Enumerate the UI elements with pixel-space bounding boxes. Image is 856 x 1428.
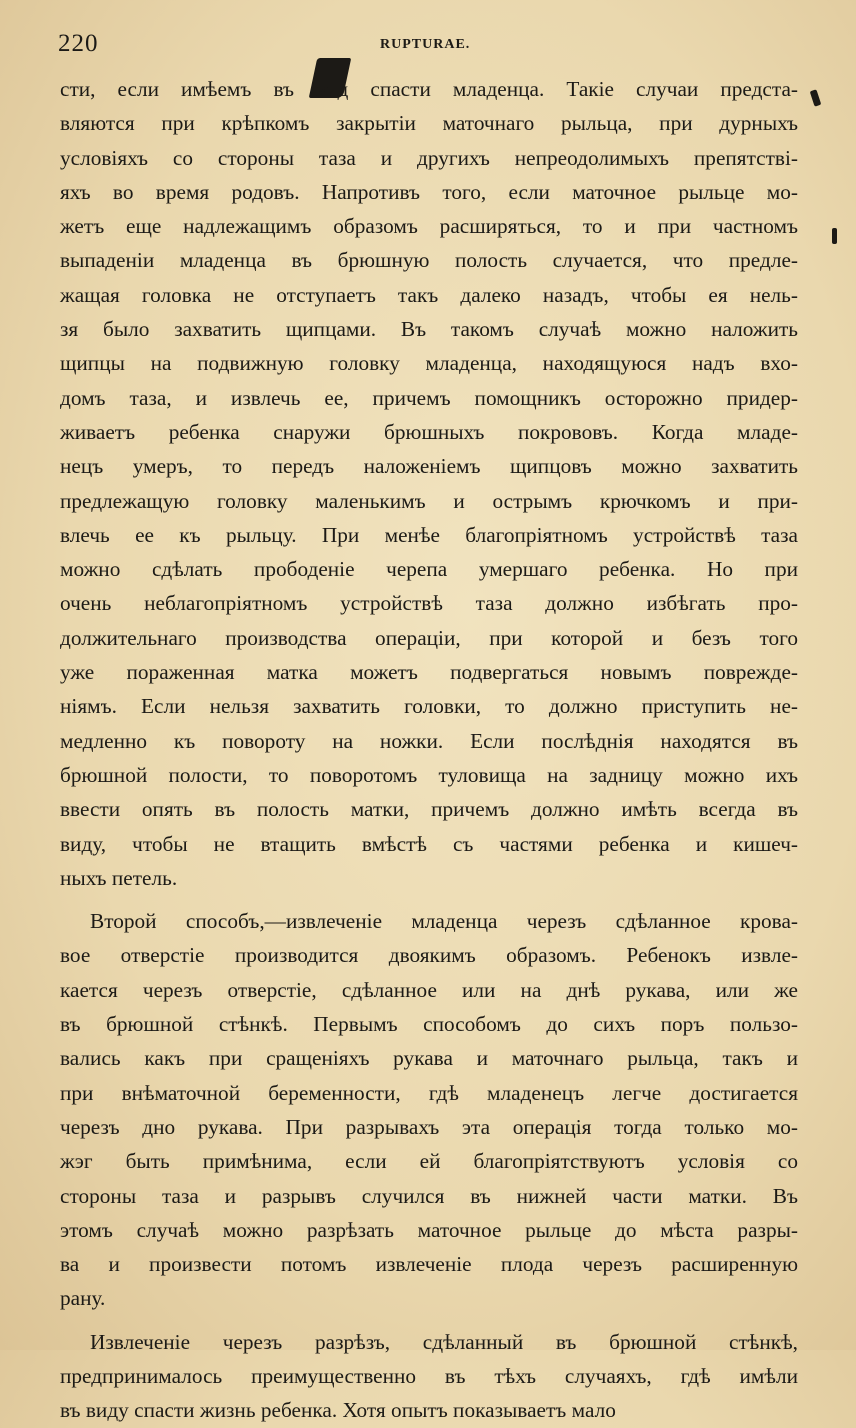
- text-line: медленно къ повороту на ножки. Если послѣднія находятся въ: [60, 728, 798, 753]
- text-line: жащая головка не отступаетъ такъ далеко назадъ, чтобы ея нель-: [60, 282, 798, 307]
- text-line: должительнаго производства операціи, при которой и безъ того: [60, 625, 798, 650]
- text-line: предпринималось преимущественно въ тѣхъ случаяхъ, гдѣ имѣли: [60, 1363, 798, 1388]
- text-line: этомъ случаѣ можно разрѣзать маточное рыльце до мѣста разры-: [60, 1217, 798, 1242]
- body-text: [60, 72, 798, 1428]
- text-line: брюшной полости, то поворотомъ туловища на задницу можно ихъ: [60, 762, 798, 787]
- text-line: кается черезъ отверстіе, сдѣланное или на днѣ рукава, или же: [60, 977, 798, 1002]
- text-line: черезъ дно рукава. При разрывахъ эта операція тогда только мо-: [60, 1114, 798, 1139]
- text-line: живаетъ ребенка снаружи брюшныхъ покрововъ. Когда младе-: [60, 419, 798, 444]
- paragraph: [60, 1325, 798, 1428]
- text-line: домъ таза, и извлечь ее, причемъ помощникъ осторожно придер-: [60, 385, 798, 410]
- text-line: стороны таза и разрывъ случился въ нижней части матки. Въ: [60, 1183, 798, 1208]
- text-line: жэг быть примѣнима, если ей благопріятствуютъ условія со: [60, 1149, 798, 1174]
- text-line: влечь ее къ рыльцу. При менѣе благопріятномъ устройствѣ таза: [60, 522, 798, 547]
- text-line: виду, чтобы не втащить вмѣстѣ съ частями ребенка и кишеч-: [60, 831, 798, 856]
- text-line: очень неблагопріятномъ устройствѣ таза должно избѣгать про-: [60, 591, 798, 616]
- text-line: жетъ еще надлежащимъ образомъ расширяться, то и при частномъ: [60, 214, 798, 239]
- text-line: въ брюшной стѣнкѣ. Первымъ способомъ до сихъ поръ пользо-: [60, 1012, 798, 1037]
- page-header: [58, 30, 818, 60]
- paragraph: [60, 904, 798, 1316]
- text-line: ныхъ петель.: [60, 865, 178, 890]
- running-head: RUPTURAE.: [380, 37, 471, 52]
- text-line: щипцы на подвижную головку младенца, находящуюся надъ вхо-: [60, 351, 798, 376]
- text-line: ввести опять въ полость матки, причемъ должно имѣть всегда въ: [60, 797, 798, 822]
- page-number: 220: [58, 30, 99, 57]
- paragraph-gap: [60, 1316, 798, 1325]
- text-line: сти, если имѣемъ въ вид спасти младенца. Такіе случаи предста-: [60, 77, 798, 101]
- text-line: предлежащую головку маленькимъ и острымъ крючкомъ и при-: [60, 488, 798, 513]
- text-line: въ виду спасти жизнь ребенка. Хотя опытъ показываетъ мало: [60, 1398, 616, 1423]
- text-line: выпаденіи младенца въ брюшную полость случается, что предле-: [60, 248, 798, 273]
- text-line: яхъ во время родовъ. Напротивъ того, если маточное рыльце мо-: [60, 179, 798, 204]
- text-line: можно сдѣлать прободеніе черепа умершаго ребенка. Но при: [60, 557, 798, 582]
- text-line: Извлеченіе черезъ разрѣзъ, сдѣланный въ брюшной стѣнкѣ,: [90, 1329, 798, 1354]
- text-line: при внѣматочной беременности, гдѣ младенецъ легче достигается: [60, 1080, 798, 1105]
- paragraph-gap: [60, 895, 798, 904]
- margin-mark: [810, 89, 822, 106]
- text-line: уже пораженная матка можетъ подвергаться новымъ поврежде-: [60, 660, 798, 685]
- margin-mark: [832, 228, 837, 244]
- text-line: нецъ умеръ, то передъ наложеніемъ щипцовъ можно захватить: [60, 454, 798, 479]
- paragraph: [60, 72, 798, 895]
- text-line: ва и произвести потомъ извлеченіе плода черезъ расширенную: [60, 1252, 798, 1277]
- text-line: вались какъ при сращеніяхъ рукава и маточнаго рыльца, такъ и: [60, 1046, 798, 1071]
- text-line: Второй способъ,—извлеченіе младенца черезъ сдѣланное крова-: [90, 909, 798, 934]
- text-line: ніямъ. Если нельзя захватить головки, то должно приступить не-: [60, 694, 798, 719]
- text-line: вляются при крѣпкомъ закрытіи маточнаго рыльца, при дурныхъ: [60, 111, 798, 136]
- text-line: зя было захватить щипцами. Въ такомъ случаѣ можно наложить: [60, 317, 798, 342]
- text-line: рану.: [60, 1286, 106, 1311]
- text-line: вое отверстіе производится двоякимъ образомъ. Ребенокъ извле-: [60, 943, 798, 968]
- text-line: условіяхъ со стороны таза и другихъ непреодолимыхъ препятстві-: [60, 145, 798, 170]
